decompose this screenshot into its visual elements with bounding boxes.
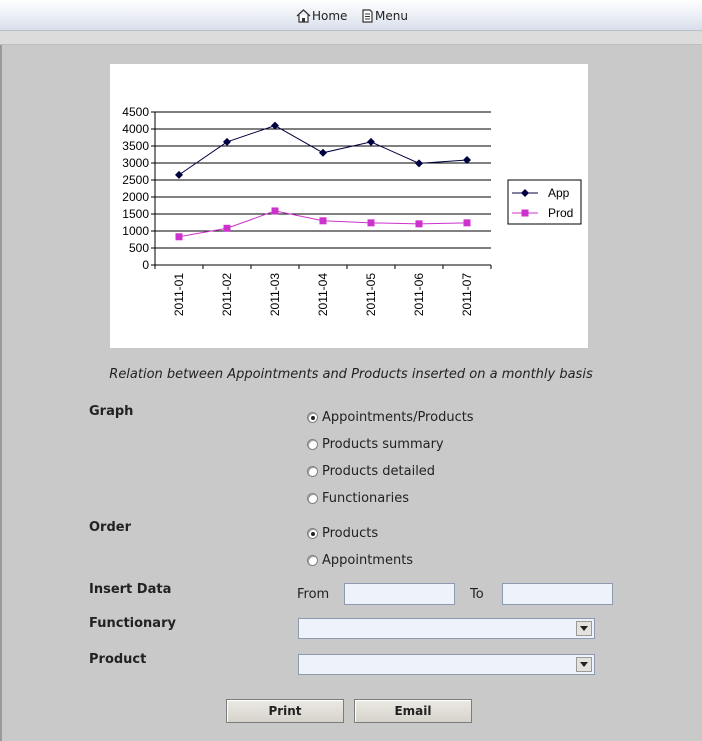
data-point-prod (416, 220, 423, 227)
data-point-prod (320, 217, 327, 224)
to-label: To (470, 587, 484, 602)
functionary-select[interactable] (298, 618, 595, 639)
data-point-app (175, 171, 183, 179)
email-button[interactable]: Email (354, 699, 472, 723)
print-button[interactable]: Print (226, 699, 344, 723)
order-label: Order (89, 520, 131, 535)
data-point-prod (368, 219, 375, 226)
radio-button[interactable] (307, 555, 318, 566)
frame-border (0, 45, 2, 741)
chevron-down-icon[interactable] (576, 621, 592, 636)
from-label: From (297, 587, 330, 602)
radio-button[interactable] (307, 528, 318, 539)
chevron-down-icon[interactable] (576, 657, 592, 672)
graph-option[interactable] (307, 491, 409, 506)
x-tick-label: 2011-04 (316, 273, 330, 317)
radio-button[interactable] (307, 412, 318, 423)
data-point-prod (272, 207, 279, 214)
order-option[interactable] (307, 526, 378, 541)
graph-option[interactable] (307, 410, 474, 425)
order-option[interactable] (307, 553, 413, 568)
x-tick-label: 2011-06 (412, 273, 426, 317)
radio-button[interactable] (307, 439, 318, 450)
home-link-label: Home (312, 9, 348, 23)
product-label: Product (89, 652, 147, 667)
graph-option-label: Products summary (322, 437, 444, 452)
x-tick-label: 2011-01 (172, 273, 186, 317)
data-point-app (367, 138, 375, 146)
y-tick-label: 0 (142, 258, 149, 272)
graph-label: Graph (89, 404, 134, 419)
y-tick-label: 500 (128, 241, 149, 255)
data-point-app (271, 122, 279, 130)
legend-label: App (548, 186, 570, 200)
home-icon (296, 9, 311, 23)
sub-bar (0, 31, 702, 45)
y-tick-label: 3500 (122, 139, 149, 153)
line-chart (110, 64, 588, 348)
chart-caption: Relation between Appointments and Products inserted on a monthly basis (109, 367, 593, 382)
graph-option-label: Functionaries (322, 491, 409, 506)
from-date-input[interactable] (344, 583, 455, 605)
x-tick-label: 2011-02 (220, 273, 234, 317)
menu-link-label: Menu (375, 9, 408, 23)
data-point-prod (464, 219, 471, 226)
x-tick-label: 2011-07 (460, 273, 474, 317)
legend-label: Prod (548, 206, 574, 220)
insert-data-label: Insert Data (89, 582, 172, 597)
graph-option-label: Products detailed (322, 464, 436, 479)
data-point-prod (176, 233, 183, 240)
data-point-app (319, 149, 327, 157)
radio-button[interactable] (307, 466, 318, 477)
data-point-app (223, 138, 231, 146)
top-navigation-bar (0, 0, 702, 31)
data-point-app (415, 159, 423, 167)
y-tick-label: 2000 (122, 190, 149, 204)
y-tick-label: 1000 (122, 224, 149, 238)
home-link[interactable] (296, 6, 347, 26)
order-option-label: Products (322, 526, 379, 541)
product-select[interactable] (298, 654, 595, 675)
y-tick-label: 4000 (122, 122, 149, 136)
x-tick-label: 2011-05 (364, 273, 378, 317)
to-date-input[interactable] (502, 583, 613, 605)
graph-option[interactable] (307, 464, 435, 479)
functionary-label: Functionary (89, 616, 176, 631)
chart-panel (110, 64, 588, 348)
legend-marker (522, 210, 529, 217)
x-tick-label: 2011-03 (268, 273, 282, 317)
y-tick-label: 4500 (122, 105, 149, 119)
data-point-prod (224, 225, 231, 232)
order-option-label: Appointments (322, 553, 414, 568)
radio-button[interactable] (307, 493, 318, 504)
graph-option[interactable] (307, 437, 444, 452)
menu-link[interactable] (361, 6, 408, 26)
graph-option-label: Appointments/Products (322, 410, 474, 425)
y-tick-label: 2500 (122, 173, 149, 187)
y-tick-label: 1500 (122, 207, 149, 221)
y-tick-label: 3000 (122, 156, 149, 170)
document-icon (361, 9, 374, 23)
